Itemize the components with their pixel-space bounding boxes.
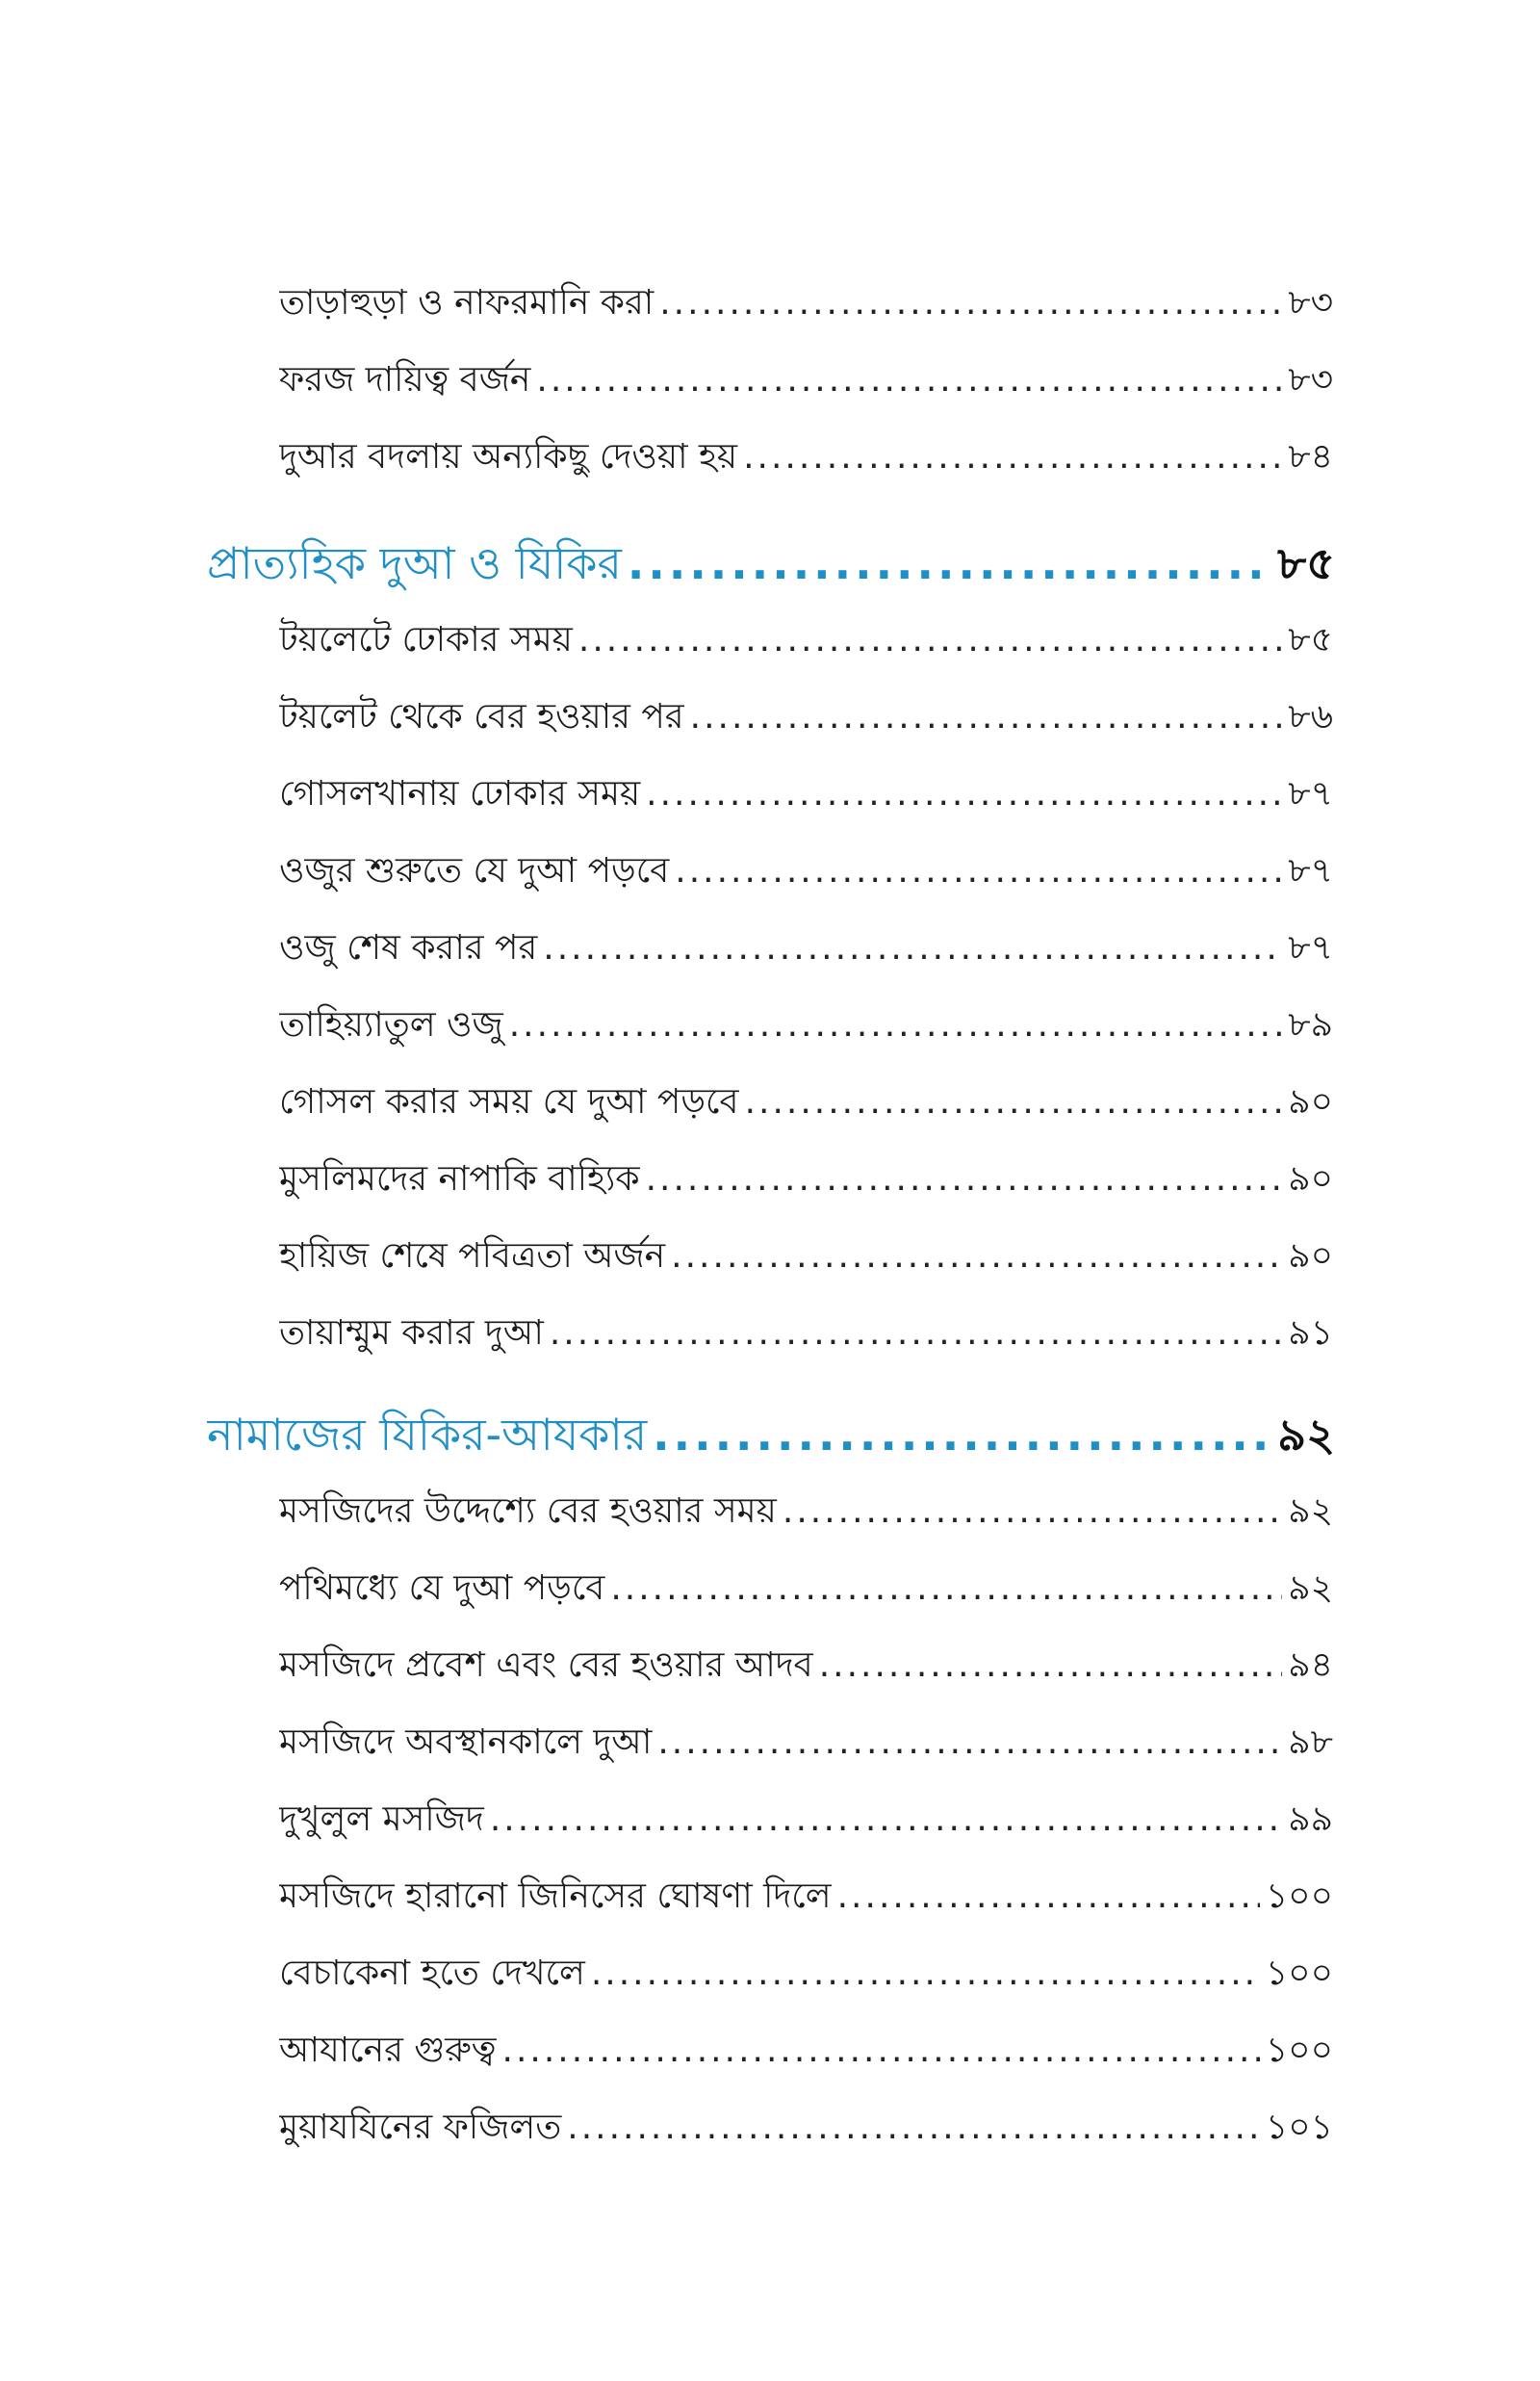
toc-entry-title: দুআর বদলায় অন্যকিছু দেওয়া হয় (279, 437, 738, 477)
toc-entry-page: ৯১ (1288, 1313, 1333, 1353)
toc-entry-title: মুসলিমদের নাপাকি বাহ্যিক (279, 1159, 640, 1199)
toc-entry-page: ১০০ (1265, 1954, 1333, 1993)
toc-entry-title: বেচাকেনা হতে দেখলে (279, 1954, 585, 1993)
dot-leader (591, 1945, 1260, 2003)
toc-chapter-page: ৯২ (1277, 1409, 1335, 1461)
toc-entry (279, 1305, 1333, 1362)
toc-entry-page: ১০০ (1265, 2031, 1333, 2070)
toc-entry-title: মসজিদের উদ্দেশ্যে বের হওয়ার সময় (279, 1491, 777, 1531)
dot-leader (536, 351, 1282, 409)
toc-entry (279, 1945, 1333, 2003)
toc-entry-title: আযানের গুরুত্ব (279, 2031, 497, 2070)
toc-entry-page: ৯০ (1288, 1159, 1333, 1199)
toc-chapter-title: প্রাত্যহিক দুআ ও যিকির (207, 537, 622, 589)
toc-entry-page: ৮৩ (1288, 283, 1333, 323)
toc-entry (279, 996, 1333, 1054)
toc-entry (279, 1560, 1333, 1618)
toc-entry-page: ৮৭ (1288, 928, 1333, 968)
toc-entry (279, 1714, 1333, 1772)
toc-entry (279, 1637, 1333, 1695)
toc-entry (279, 688, 1333, 746)
toc-entry-page: ১০০ (1265, 1876, 1333, 1916)
toc-entry-title: তাড়াহুড়া ও নাফরমানি করা (279, 283, 654, 323)
toc-entry (279, 1868, 1333, 1926)
toc-entry-page: ৮৯ (1288, 1005, 1333, 1045)
toc-entry-page: ৯০ (1288, 1082, 1333, 1122)
toc-entry (279, 2022, 1333, 2080)
toc-entry-title: দুখুলুল মসজিদ (279, 1799, 484, 1839)
dot-leader (543, 919, 1282, 977)
toc-entry-page: ৮৬ (1288, 697, 1333, 737)
dot-leader (837, 1868, 1260, 1926)
dot-leader (646, 765, 1282, 823)
toc-entry-title: তায়াম্মুম করার দুআ (279, 1313, 544, 1353)
dot-leader (745, 1074, 1283, 1131)
toc-entry-page: ৯৯ (1288, 1799, 1333, 1839)
toc-entry (279, 1151, 1333, 1208)
toc-entry-title: ওজুর শুরুতে যে দুআ পড়বে (279, 851, 670, 891)
dot-leader (578, 611, 1282, 669)
toc-entry-title: গোসলখানায় ঢোকার সময় (279, 774, 641, 814)
dot-leader (819, 1637, 1283, 1695)
toc-entry-title: মসজিদে প্রবেশ এবং বের হওয়ার আদব (279, 1645, 813, 1685)
dot-leader (783, 1483, 1282, 1540)
dot-leader (509, 996, 1283, 1054)
dot-leader (690, 688, 1283, 746)
dot-leader (502, 2022, 1260, 2080)
toc-entry-title: ওজু শেষ করার পর (279, 928, 538, 968)
toc-entry (279, 351, 1333, 409)
toc-entry (279, 611, 1333, 669)
toc-entry-title: গোসল করার সময় যে দুআ পড়বে (279, 1082, 739, 1122)
toc-chapter-heading (207, 530, 1335, 597)
toc-entry (279, 2099, 1333, 2157)
dot-leader (653, 1401, 1271, 1468)
dot-leader (628, 530, 1271, 597)
dot-leader (490, 1791, 1282, 1849)
toc-entry (279, 428, 1333, 486)
toc-entry (279, 1074, 1333, 1131)
dot-leader (659, 274, 1282, 332)
dot-leader (567, 2099, 1260, 2157)
toc-entry (279, 842, 1333, 900)
toc-entry-page: ৯২ (1288, 1491, 1333, 1531)
toc-entry-title: মসজিদে অবস্থানকালে দুআ (279, 1722, 653, 1762)
toc-entry-page: ৮৭ (1288, 774, 1333, 814)
dot-leader (646, 1151, 1283, 1208)
toc-entry (279, 274, 1333, 332)
toc-entry-title: তাহিয়্যাতুল ওজু (279, 1005, 503, 1045)
toc-entry-page: ৮৭ (1288, 851, 1333, 891)
toc-chapter-page: ৮৫ (1277, 537, 1335, 589)
toc-entry-title: মসজিদে হারানো জিনিসের ঘোষণা দিলে (279, 1876, 832, 1916)
toc-chapter-heading (207, 1401, 1335, 1468)
toc-entry-title: মুয়াযযিনের ফজিলত (279, 2108, 562, 2147)
toc-entry-title: পথিমধ্যে যে দুআ পড়বে (279, 1568, 605, 1608)
toc-entry-page: ১০১ (1265, 2108, 1333, 2147)
toc-entry-page: ৮৫ (1288, 620, 1333, 660)
toc-entry-page: ৯২ (1288, 1568, 1333, 1608)
dot-leader (610, 1560, 1282, 1618)
toc-entry-page: ৯৮ (1288, 1722, 1333, 1762)
dot-leader (550, 1305, 1282, 1362)
toc-entry (279, 765, 1333, 823)
toc-entry-title: ফরজ দায়িত্ব বর্জন (279, 360, 531, 400)
toc-entry-page: ৮৪ (1288, 437, 1333, 477)
toc-entry (279, 1791, 1333, 1849)
toc-entry-title: হায়িজ শেষে পবিত্রতা অর্জন (279, 1236, 666, 1276)
dot-leader (675, 842, 1282, 900)
toc-entry (279, 1483, 1333, 1540)
toc-entry-page: ৮৩ (1288, 360, 1333, 400)
toc-entry-title: টয়লেট থেকে বের হওয়ার পর (279, 697, 684, 737)
toc-entry (279, 1228, 1333, 1285)
toc-entry-page: ৯০ (1288, 1236, 1333, 1276)
toc-entry-title: টয়লেটে ঢোকার সময় (279, 620, 573, 660)
dot-leader (743, 428, 1282, 486)
dot-leader (657, 1714, 1282, 1772)
toc-entry-page: ৯৪ (1288, 1645, 1333, 1685)
dot-leader (671, 1228, 1282, 1285)
toc-chapter-title: নামাজের যিকির-আযকার (207, 1409, 648, 1461)
toc-entry (279, 919, 1333, 977)
